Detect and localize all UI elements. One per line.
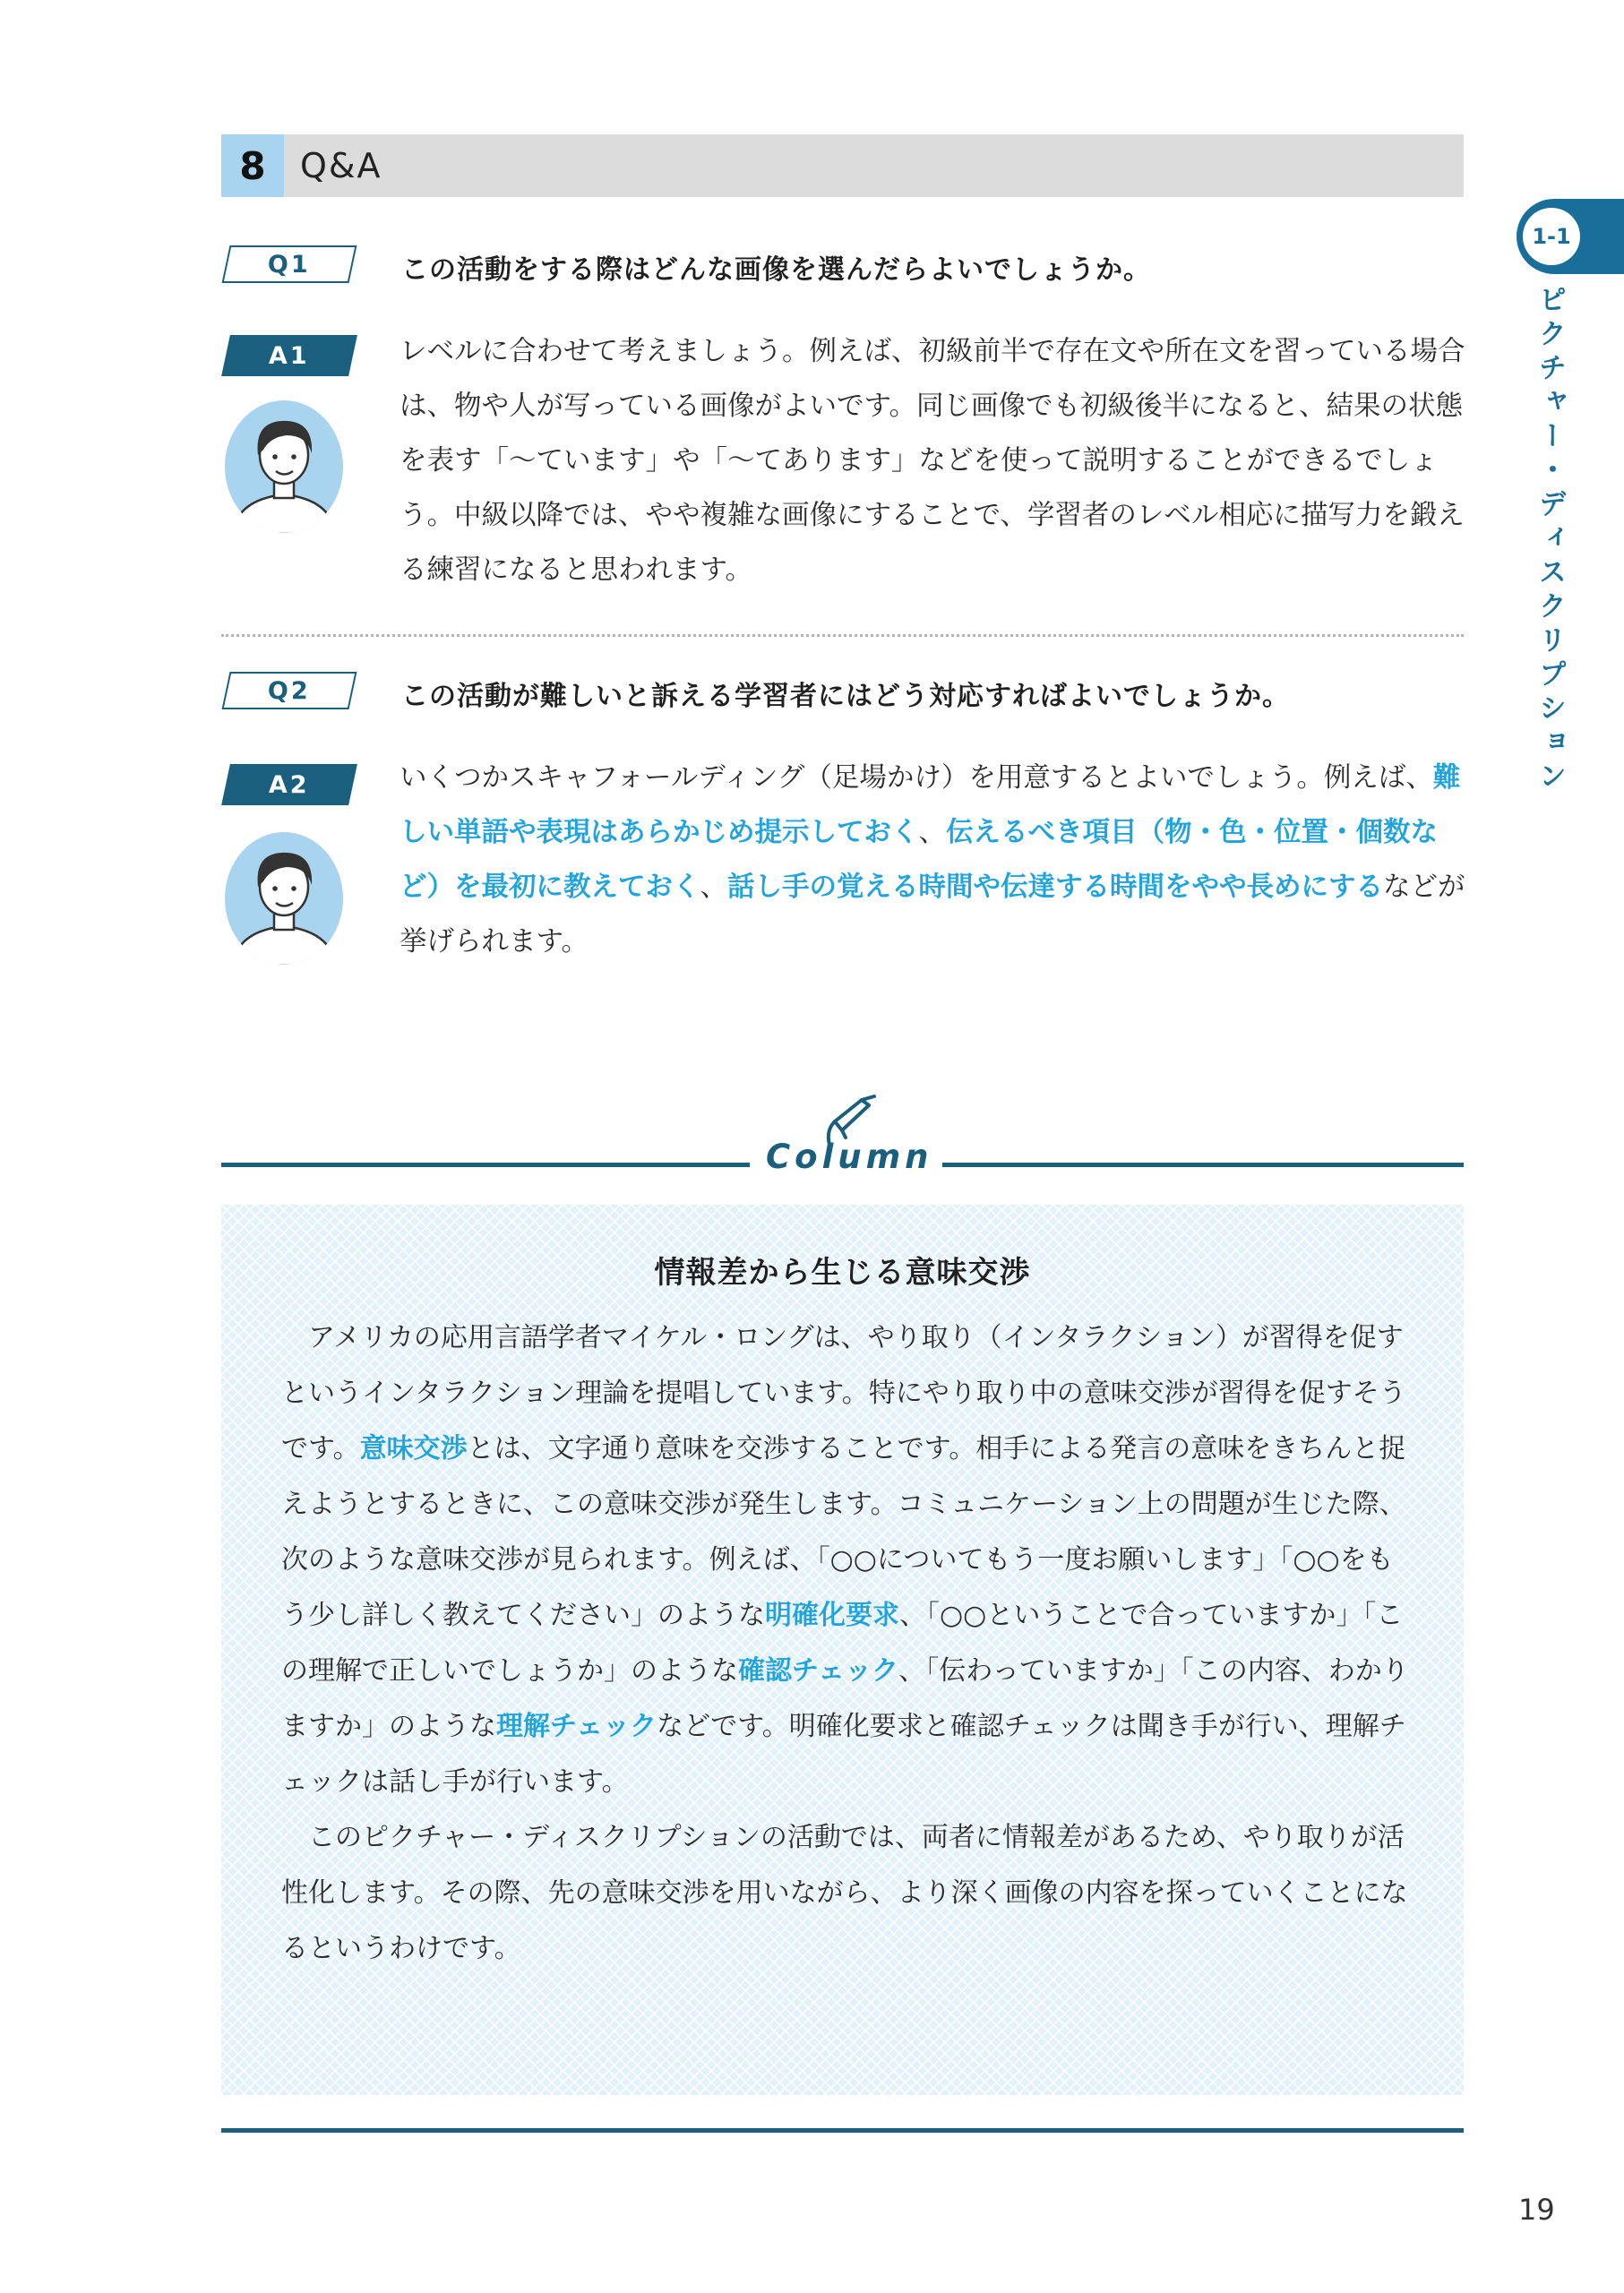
column-paragraph: アメリカの応用言語学者マイケル・ロングは、やり取り（インタラクション）が習得を促すというインタラクション理論を提唱しています。特にやり取り中の意味交渉が習得を促すそうです。意味交渉とは、文字通り意味を交渉することです。相手による発言の意味をきちんと捉えようとするときに、この意味交渉が発生します。コミュニケーション上の問題が生じた際、次のような意味交渉が見られます。例えば、「○○についてもう一度お願いします」「○○をもう少し詳しく教えてください」のような明確化要求、「○○ということで合っていますか」「この理解で正しいでしょうか」のような確認チェック、「伝わっていますか」「この内容、わかりますか」のような理解チェックなどです。明確化要求と確認チェックは聞き手が行い、理解チェックは話し手が行います。 <box>281 1322 1409 1798</box>
highlight-term: 理解チェック <box>496 1711 657 1742</box>
q1-label: Q1 <box>222 245 357 283</box>
a1-label: A1 <box>221 335 357 376</box>
column-heading: 情報差から生じる意味交渉 <box>654 1255 1031 1291</box>
a2-label: A2 <box>221 764 357 805</box>
highlight-term: 難しい単語や表現はあらかじめ提示しておく <box>400 762 1461 848</box>
section-header <box>221 134 1464 197</box>
side-tab-code: 1-1 <box>1523 208 1580 265</box>
page-number: 19 <box>1518 2193 1555 2227</box>
section-number: 8 <box>221 134 284 197</box>
section-title: Q&A <box>300 146 382 185</box>
column-rule-bottom <box>221 2128 1464 2133</box>
teacher-avatar-icon <box>224 831 344 966</box>
highlight-term: 確認チェック <box>738 1655 899 1687</box>
a1-answer: レベルに合わせて考えましょう。例えば、初級前半で存在文や所在文を習っている場合は、物や人が写っている画像がよいです。同じ画像でも初級後半になると、結果の状態を表す「〜ています」や「〜てあります」などを使って説明することができるでしょう。中級以降では、やや複雑な画像にすることで、学習者のレベル相応に描写力を鍛える練習になると思われます。 <box>400 336 1465 586</box>
column-title: Column <box>766 1138 933 1176</box>
column-paragraph: このピクチャー・ディスクリプションの活動では、両者に情報差があるため、やり取りが活性化します。その際、先の意味交渉を用いながら、より深く画像の内容を探っていくことになるというわけです。 <box>281 1822 1408 1964</box>
highlight-term: 明確化要求 <box>765 1600 899 1631</box>
highlight-term: 伝えるべき項目（物・色・位置・個数など）を最初に教えておく <box>400 817 1438 903</box>
teacher-avatar-icon <box>224 399 344 534</box>
divider <box>221 634 1464 637</box>
column-body <box>281 1310 1410 1977</box>
column-rule-right <box>942 1163 1464 1167</box>
q2-label: Q2 <box>222 672 357 709</box>
highlight-term: 意味交渉 <box>359 1433 468 1464</box>
column-box <box>221 1205 1464 2095</box>
column-rule-left <box>221 1163 750 1167</box>
q1-question: この活動をする際はどんな画像を選んだらよいでしょうか。 <box>401 254 1151 286</box>
highlight-term: 話し手の覚える時間や伝達する時間をやや長めにする <box>727 872 1383 903</box>
side-tab-title: ピクチャー・ディスクリプション <box>1534 285 1566 795</box>
a2-answer: いくつかスキャフォールディング（足場かけ）を用意するとよいでしょう。例えば、難しい単語や表現はあらかじめ提示しておく、伝えるべき項目（物・色・位置・個数など）を最初に教えておく、話し手の覚える時間や伝達する時間をやや長めにするなどが挙げられます。 <box>400 762 1465 958</box>
q2-question: この活動が難しいと訴える学習者にはどう対応すればよいでしょうか。 <box>401 681 1290 712</box>
